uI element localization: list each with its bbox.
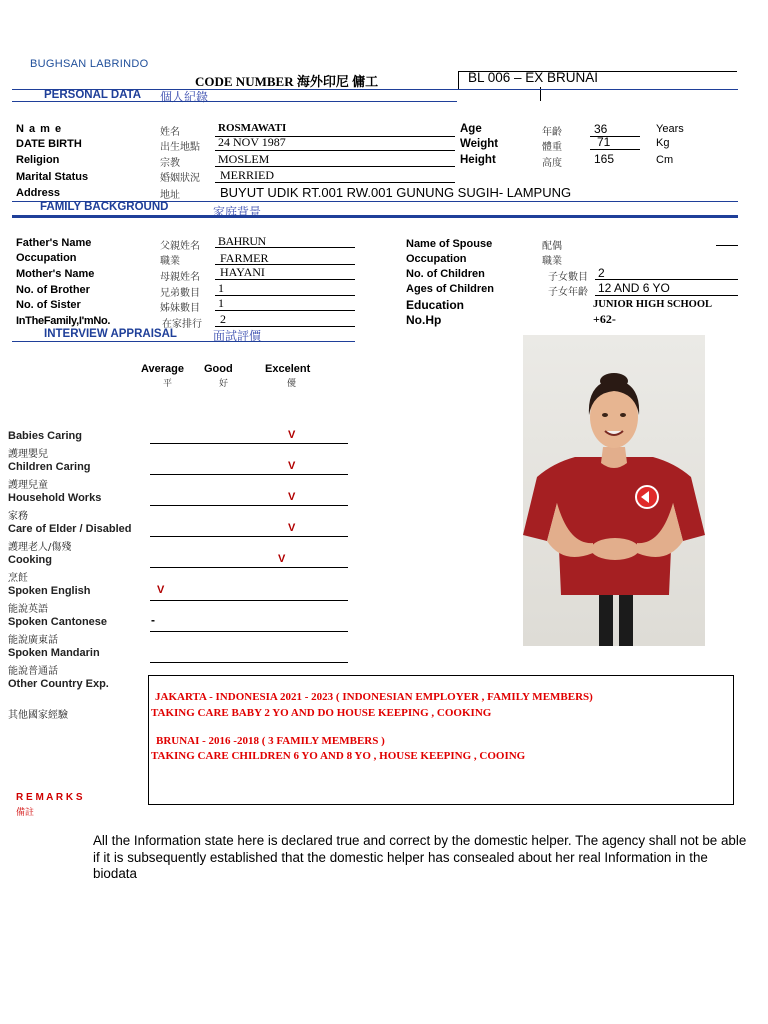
marital-value: MERRIED <box>220 168 274 182</box>
experience-line-3: BRUNAI - 2016 -2018 ( 3 FAMILY MEMBERS ) <box>156 735 385 747</box>
religion-label: Religion <box>16 154 60 166</box>
sisters-underline <box>215 310 355 311</box>
spouse-name-label-cn: 配偶 <box>542 241 562 252</box>
applicant-photo-illustration <box>523 335 705 646</box>
family-background-heading: FAMILY BACKGROUND <box>40 201 169 213</box>
skill-household-mark: V <box>288 491 296 503</box>
skill-elder-cn: 護理老人/傷殘 <box>8 542 72 553</box>
sisters-label: No. of Sister <box>16 299 81 311</box>
skill-babies-label: Babies Caring <box>8 430 82 442</box>
occupation-value: FARMER <box>220 251 269 265</box>
date-birth-label-cn: 出生地點 <box>160 142 200 153</box>
height-unit: Cm <box>656 154 674 166</box>
skill-cooking-cn: 烹飪 <box>8 573 28 584</box>
age-value: 36 <box>594 122 608 136</box>
in-family-label-cn: 在家排行 <box>162 319 202 330</box>
marital-label-cn: 婚姻狀況 <box>160 173 200 184</box>
skill-children-cn: 護理兒童 <box>8 480 48 491</box>
father-name-label-cn: 父親姓名 <box>160 241 200 252</box>
interview-rule <box>12 341 355 342</box>
education-label: Education <box>406 298 465 312</box>
agency-name: BUGHSAN LABRINDO <box>30 58 149 70</box>
date-birth-underline <box>215 150 455 151</box>
skill-english-label: Spoken English <box>8 585 91 597</box>
marital-label: Marital Status <box>16 171 89 183</box>
experience-line-2: TAKING CARE BABY 2 YO AND DO HOUSE KEEPING , COOKING <box>151 707 492 719</box>
brothers-label-cn: 兄弟數目 <box>160 288 200 299</box>
experience-line-4: TAKING CARE CHILDREN 6 YO AND 8 YO , HOUSE KEEPING , COOING <box>151 750 526 762</box>
mother-name-label-cn: 母親姓名 <box>160 272 200 283</box>
date-birth-value: 24 NOV 1987 <box>218 135 286 149</box>
personal-rule <box>12 101 457 102</box>
weight-label: Weight <box>460 138 499 150</box>
experience-line-1: JAKARTA - INDONESIA 2021 - 2023 ( INDONESIAN EMPLOYER , FAMILY MEMBERS) <box>155 691 593 703</box>
occupation-label-cn: 職業 <box>160 256 180 267</box>
skill-household-line <box>150 505 348 506</box>
mother-underline <box>215 279 355 280</box>
skill-english-cn: 能說英語 <box>8 604 48 615</box>
skill-cantonese-cn: 能說廣東話 <box>8 635 58 646</box>
skill-children-line <box>150 474 348 475</box>
skill-babies-line <box>150 443 348 444</box>
sisters-value: 1 <box>218 296 224 310</box>
mother-name-label: Mother's Name <box>16 268 95 280</box>
age-label-cn: 年齡 <box>542 127 562 138</box>
in-family-label: InTheFamily,I'mNo. <box>16 315 111 327</box>
spouse-underline <box>716 245 738 246</box>
address-label: Address <box>16 187 61 199</box>
personal-data-heading-cn: 個人紀錄 <box>160 90 209 104</box>
interview-appraisal-heading-cn: 面試評價 <box>213 329 262 343</box>
brothers-value: 1 <box>218 281 224 295</box>
skill-mandarin-cn: 能說普通話 <box>8 666 58 677</box>
height-label-cn: 高度 <box>542 158 562 169</box>
skill-cantonese-label: Spoken Cantonese <box>8 616 108 628</box>
skill-elder-label: Care of Elder / Disabled <box>8 523 132 535</box>
age-unit: Years <box>656 123 684 135</box>
skill-elder-mark: V <box>288 522 296 534</box>
col-good: Good <box>204 363 233 375</box>
children-ages-value: 12 AND 6 YO <box>598 281 670 295</box>
skill-household-label: Household Works <box>8 492 102 504</box>
address-value: BUYUT UDIK RT.001 RW.001 GUNUNG SUGIH- LAMPUNG <box>220 185 572 200</box>
spouse-occupation-label: Occupation <box>406 253 467 265</box>
name-value: ROSMAWATI <box>218 122 287 134</box>
skill-children-label: Children Caring <box>8 461 91 473</box>
other-exp-cn: 其他國家經驗 <box>8 710 68 721</box>
children-ages-label-cn: 子女年齡 <box>548 287 588 298</box>
in-family-value: 2 <box>220 312 226 326</box>
skill-english-line <box>150 600 348 601</box>
remarks-label: R E M A R K S <box>16 792 83 803</box>
col-excellent: Excelent <box>265 363 311 375</box>
religion-label-cn: 宗教 <box>160 158 180 169</box>
col-average: Average <box>141 363 185 375</box>
remarks-label-cn: 備註 <box>16 808 35 818</box>
weight-underline <box>590 149 640 150</box>
skill-children-mark: V <box>288 460 296 472</box>
children-ages-underline <box>595 295 738 296</box>
address-label-cn: 地址 <box>160 190 180 201</box>
children-count-label-cn: 子女數目 <box>548 272 588 283</box>
spouse-name-label: Name of Spouse <box>406 238 493 250</box>
family-rule-top <box>12 201 738 202</box>
religion-value: MOSLEM <box>218 152 270 166</box>
skill-cantonese-line <box>150 631 348 632</box>
interview-appraisal-heading: INTERVIEW APPRAISAL <box>44 328 177 340</box>
skill-household-cn: 家務 <box>8 511 28 522</box>
skill-mandarin-label: Spoken Mandarin <box>8 647 100 659</box>
occupation-label: Occupation <box>16 252 77 264</box>
skill-cooking-label: Cooking <box>8 554 52 566</box>
date-birth-label: DATE BIRTH <box>16 138 82 150</box>
education-value: JUNIOR HIGH SCHOOL <box>593 299 713 310</box>
family-rule-bottom <box>12 215 738 218</box>
col-good-cn: 好 <box>219 379 229 389</box>
children-ages-label: Ages of Children <box>406 283 495 295</box>
skill-cooking-line <box>150 567 348 568</box>
name-label-cn: 姓名 <box>160 127 180 138</box>
no-hp-value: +62- <box>593 312 616 326</box>
name-label: N a m e <box>16 123 63 135</box>
brothers-underline <box>215 295 355 296</box>
other-exp-label: Other Country Exp. <box>8 678 109 690</box>
father-name-label: Father's Name <box>16 237 92 249</box>
no-hp-label: No.Hp <box>406 313 442 327</box>
skill-babies-mark: V <box>288 429 296 441</box>
height-label: Height <box>460 154 496 166</box>
weight-unit: Kg <box>656 137 670 149</box>
father-name-value: BAHRUN <box>218 234 266 248</box>
height-value: 165 <box>594 152 615 166</box>
weight-label-cn: 體重 <box>542 142 562 153</box>
children-count-label: No. of Children <box>406 268 485 280</box>
skill-babies-cn: 護理嬰兒 <box>8 449 48 460</box>
father-underline <box>215 247 355 248</box>
religion-underline <box>215 166 455 167</box>
skill-elder-line <box>150 536 348 537</box>
col-average-cn: 平 <box>163 379 173 389</box>
mother-name-value: HAYANI <box>220 265 265 279</box>
declaration-text: All the Information state here is declared true and correct by the domestic helper. The agency shall not be able if it is subsequently established that the domestic helper has consealed about her real Information in the biodata <box>93 833 747 881</box>
family-background-heading-cn: 家庭背景 <box>213 205 262 219</box>
spouse-occupation-label-cn: 職業 <box>542 256 562 267</box>
children-count-underline <box>595 279 738 280</box>
skill-mandarin-line <box>150 662 348 663</box>
weight-value: 71 <box>597 135 611 149</box>
personal-data-heading: PERSONAL DATA <box>44 89 142 101</box>
skill-cooking-mark: V <box>278 553 286 565</box>
skill-cantonese-mark: - <box>151 613 155 627</box>
sisters-label-cn: 姊妹數目 <box>160 303 200 314</box>
code-value: BL 006 – EX BRUNAI <box>468 70 599 85</box>
children-count-value: 2 <box>598 266 605 280</box>
brothers-label: No. of Brother <box>16 284 90 296</box>
applicant-photo <box>523 335 705 646</box>
age-label: Age <box>460 123 482 135</box>
marital-underline <box>215 182 455 183</box>
skill-english-mark: V <box>157 584 165 596</box>
code-number-label: CODE NUMBER 海外印尼 傭工 <box>195 74 379 89</box>
col-excellent-cn: 優 <box>287 379 297 389</box>
